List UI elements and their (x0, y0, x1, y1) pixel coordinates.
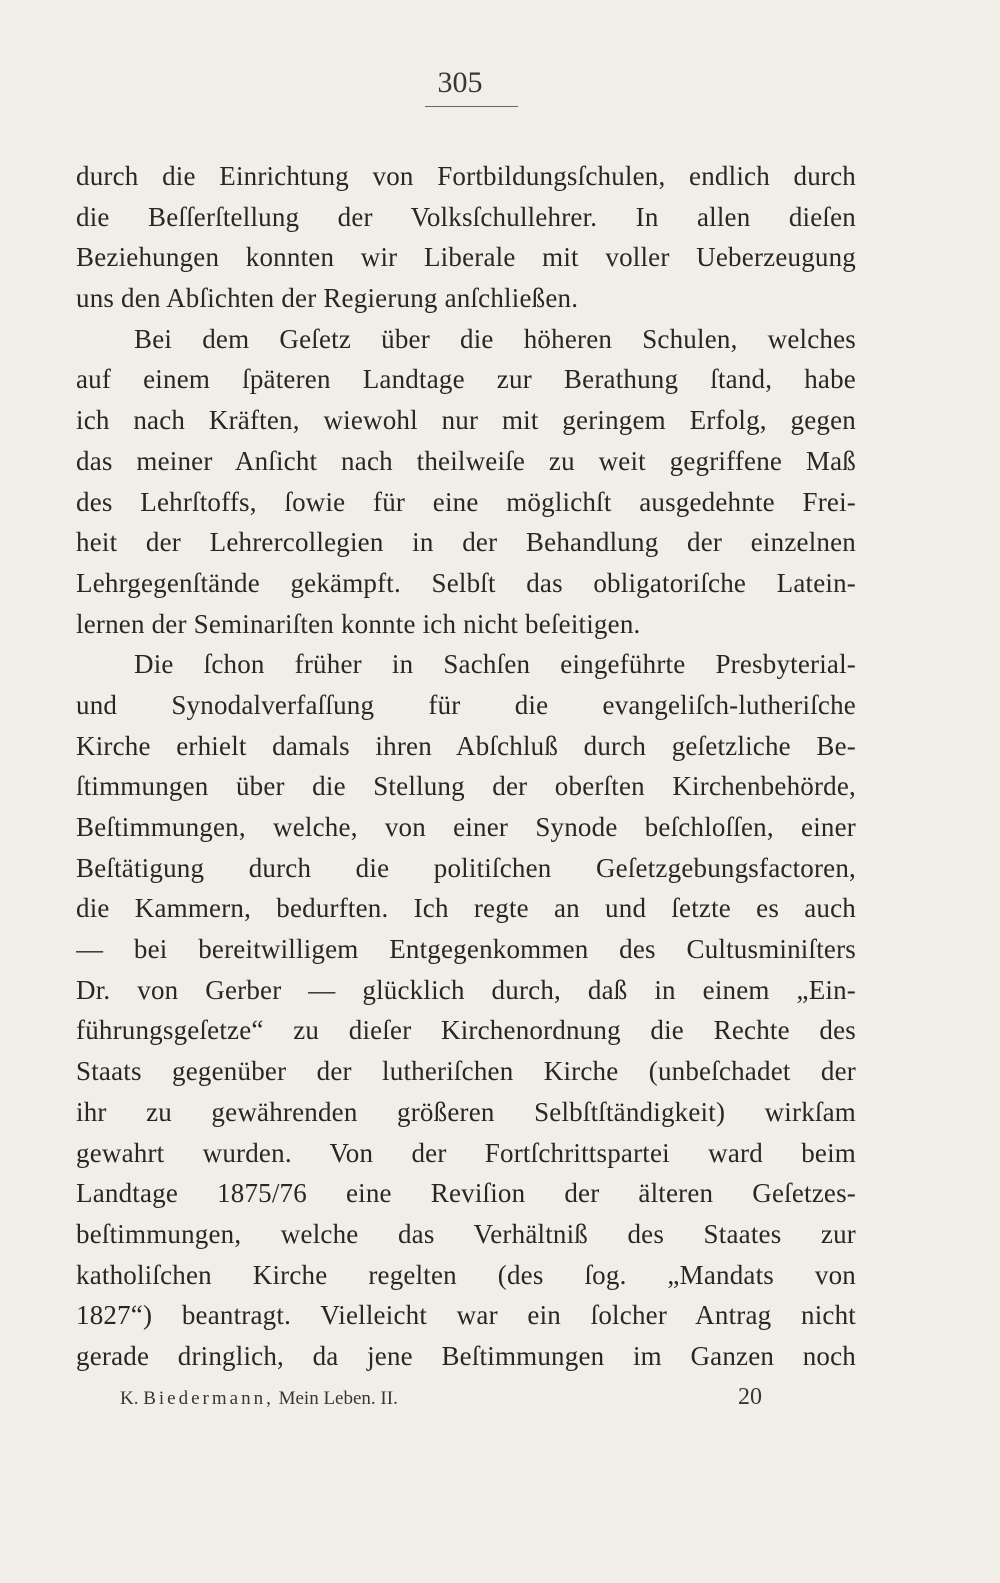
body-text (76, 156, 856, 1377)
footer-author-name: Biedermann, (143, 1388, 274, 1409)
text-line: Bei dem Geſetz über die höheren Schulen, welches (134, 323, 856, 354)
text-line: Die ſchon früher in Sachſen eingeführte Presbyterial- (134, 649, 856, 680)
page-number: 305 (437, 66, 483, 99)
text-line: Staats gegenüber der lutheriſchen Kirche (unbeſchadet der (76, 1056, 856, 1087)
text-line: des Lehrſtoffs, ſowie für eine möglichſt ausgedehnte Frei- (76, 486, 856, 517)
text-line: 1827“) beantragt. Vielleicht war ein ſolcher Antrag nicht (76, 1300, 856, 1331)
text-line: lernen der Seminariſten konnte ich nicht beſeitigen. (76, 608, 641, 639)
text-line: gerade dringlich, da jene Beſtimmungen im Ganzen noch (76, 1340, 856, 1371)
text-line: die Beſſerſtellung der Volksſchullehrer. In allen dieſen (76, 201, 856, 232)
text-line: — bei bereitwilligem Entgegenkommen des Cultusminiſters (76, 934, 856, 965)
text-line: die Kammern, bedurften. Ich regte an und ſetzte es auch (76, 893, 856, 924)
text-line: auf einem ſpäteren Landtage zur Berathung ſtand, habe (76, 364, 856, 395)
text-line: uns den Abſichten der Regierung anſchließen. (76, 283, 579, 314)
text-line: gewahrt wurden. Von der Fortſchrittspartei ward beim (76, 1137, 856, 1168)
header-rule (425, 106, 518, 107)
text-line: katholiſchen Kirche regelten (des ſog. „Mandats von (76, 1259, 856, 1290)
text-line: Kirche erhielt damals ihren Abſchluß durch geſetzliche Be- (76, 730, 856, 761)
text-line: Beſtimmungen, welche, von einer Synode beſchloſſen, einer (76, 812, 856, 842)
text-line: führungsgeſetze“ zu dieſer Kirchenordnung die Rechte des (76, 1015, 856, 1046)
footer-author-initial: K. (120, 1388, 139, 1409)
footer-signature: 20 (738, 1384, 762, 1410)
footer-work-title: Mein Leben. II. (278, 1388, 398, 1409)
text-line: Beziehungen konnten wir Liberale mit voller Ueberzeugung (76, 242, 856, 273)
footer-imprint (120, 1388, 398, 1410)
text-line: Dr. von Gerber — glücklich durch, daß in einem „Ein- (76, 974, 856, 1005)
text-line: Landtage 1875/76 eine Reviſion der älteren Geſetzes- (76, 1178, 856, 1209)
text-line: beſtimmungen, welche das Verhältniß des Staates zur (76, 1218, 856, 1249)
text-line: Beſtätigung durch die politiſchen Geſetzgebungsfactoren, (76, 852, 856, 883)
text-line: heit der Lehrercollegien in der Behandlung der einzelnen (76, 527, 856, 558)
text-line: und Synodalverfaſſung für die evangeliſch-lutheriſche (76, 689, 856, 720)
text-line: das meiner Anſicht nach theilweiſe zu weit gegriffene Maß (76, 445, 856, 476)
text-line: durch die Einrichtung von Fortbildungsſchulen, endlich durch (76, 161, 856, 191)
text-line: ſtimmungen über die Stellung der oberſten Kirchenbehörde, (76, 771, 856, 802)
text-line: Lehrgegenſtände gekämpft. Selbſt das obligatoriſche Latein- (76, 567, 856, 598)
text-line: ihr zu gewährenden größeren Selbſtſtändigkeit) wirkſam (76, 1096, 856, 1127)
text-line: ich nach Kräften, wiewohl nur mit geringem Erfolg, gegen (76, 405, 856, 436)
